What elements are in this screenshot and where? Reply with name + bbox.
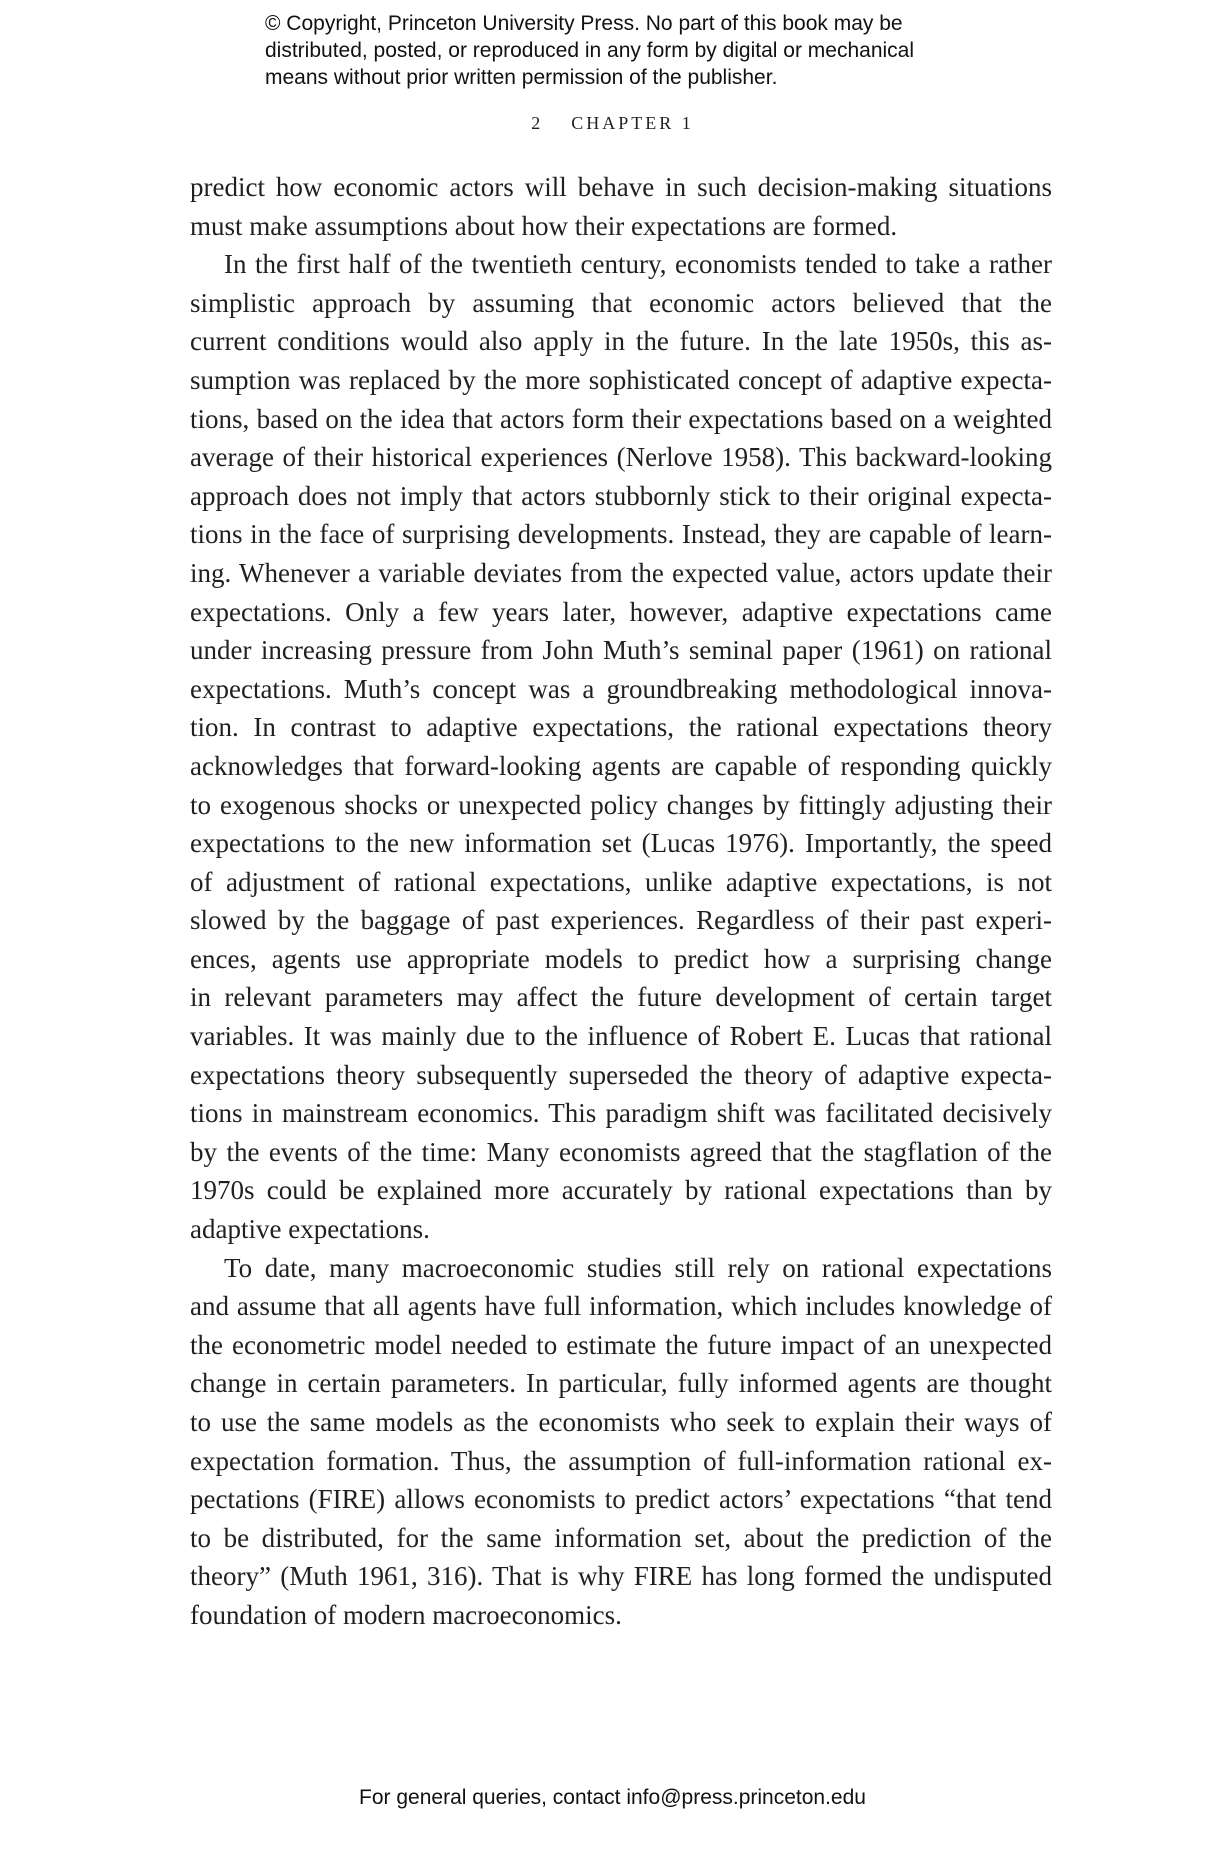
- body-text: [190, 168, 1052, 1635]
- text-line: slowed by the baggage of past experiences. Regardless of their past experi-: [190, 905, 1052, 936]
- text-line: tions in the face of surprising developments. Instead, they are capable of learn-: [190, 519, 1052, 550]
- text-line: predict how economic actors will behave in such decision-making situations: [190, 172, 1052, 202]
- running-head: [0, 113, 1225, 134]
- paragraph-first-line: In the first half of the twentieth century, economists tended to take a rather: [224, 249, 1052, 280]
- footer-text: For general queries, contact info@press.princeton.edu: [359, 1786, 866, 1809]
- footer-contact: [0, 1786, 1225, 1810]
- text-line: average of their historical experiences (Nerlove 1958). This backward-looking: [190, 442, 1052, 473]
- text-line: tion. In contrast to adaptive expectations, the rational expectations theory: [190, 712, 1052, 743]
- text-line: to exogenous shocks or unexpected policy changes by fittingly adjusting their: [190, 789, 1052, 820]
- text-line: expectations. Only a few years later, however, adaptive expectations came: [190, 596, 1052, 627]
- text-line: and assume that all agents have full information, which includes knowledge of: [190, 1291, 1052, 1322]
- text-line: must make assumptions about how their expectations are formed.: [190, 210, 898, 241]
- text-line: the econometric model needed to estimate the future impact of an unexpected: [190, 1329, 1052, 1360]
- text-line: acknowledges that forward-looking agents are capable of responding quickly: [190, 750, 1052, 781]
- text-line: expectation formation. Thus, the assumption of full-information rational ex-: [190, 1445, 1052, 1476]
- text-line: approach does not imply that actors stubbornly stick to their original expecta-: [190, 480, 1052, 511]
- text-line: to use the same models as the economists who seek to explain their ways of: [190, 1407, 1052, 1437]
- text-line: pectations (FIRE) allows economists to predict actors’ expectations “that tend: [190, 1484, 1052, 1515]
- paragraph-first-line: To date, many macroeconomic studies still rely on rational expectations: [224, 1252, 1052, 1283]
- text-line: ing. Whenever a variable deviates from the expected value, actors update their: [190, 557, 1052, 588]
- copyright-line: means without prior written permission of the publisher.: [265, 66, 778, 89]
- text-line: to be distributed, for the same information set, about the prediction of the: [190, 1522, 1052, 1553]
- text-line: expectations. Muth’s concept was a groundbreaking methodological innova-: [190, 673, 1052, 704]
- text-line: ences, agents use appropriate models to predict how a surprising change: [190, 943, 1052, 974]
- text-line: adaptive expectations.: [190, 1214, 430, 1245]
- text-line: expectations to the new information set (Lucas 1976). Importantly, the speed: [190, 828, 1052, 859]
- text-line: of adjustment of rational expectations, unlike adaptive expectations, is not: [190, 866, 1052, 897]
- text-line: variables. It was mainly due to the influence of Robert E. Lucas that rational: [190, 1021, 1052, 1052]
- chapter-label: CHAPTER 1: [571, 113, 694, 133]
- copyright-notice: [265, 10, 985, 91]
- text-line: expectations theory subsequently superseded the theory of adaptive expecta-: [190, 1059, 1052, 1090]
- text-line: change in certain parameters. In particular, fully informed agents are thought: [190, 1368, 1052, 1399]
- text-line: current conditions would also apply in the future. In the late 1950s, this as-: [190, 326, 1052, 357]
- text-line: simplistic approach by assuming that economic actors believed that the: [190, 287, 1052, 318]
- text-line: 1970s could be explained more accurately by rational expectations than by: [190, 1175, 1052, 1206]
- text-line: sumption was replaced by the more sophisticated concept of adaptive expecta-: [190, 364, 1052, 395]
- text-line: by the events of the time: Many economists agreed that the stagflation of the: [190, 1136, 1052, 1167]
- text-line: tions in mainstream economics. This paradigm shift was facilitated decisively: [190, 1098, 1052, 1129]
- page-number: 2: [531, 113, 544, 133]
- text-line: foundation of modern macroeconomics.: [190, 1599, 622, 1630]
- text-line: under increasing pressure from John Muth’s seminal paper (1961) on rational: [190, 635, 1052, 666]
- copyright-line: distributed, posted, or reproduced in any form by digital or mechanical: [265, 39, 915, 62]
- text-line: theory” (Muth 1961, 316). That is why FIRE has long formed the undisputed: [190, 1561, 1052, 1592]
- text-line: tions, based on the idea that actors form their expectations based on a weighted: [190, 403, 1052, 434]
- copyright-line: © Copyright, Princeton University Press. No part of this book may be: [265, 12, 903, 35]
- text-line: in relevant parameters may affect the future development of certain target: [190, 982, 1052, 1013]
